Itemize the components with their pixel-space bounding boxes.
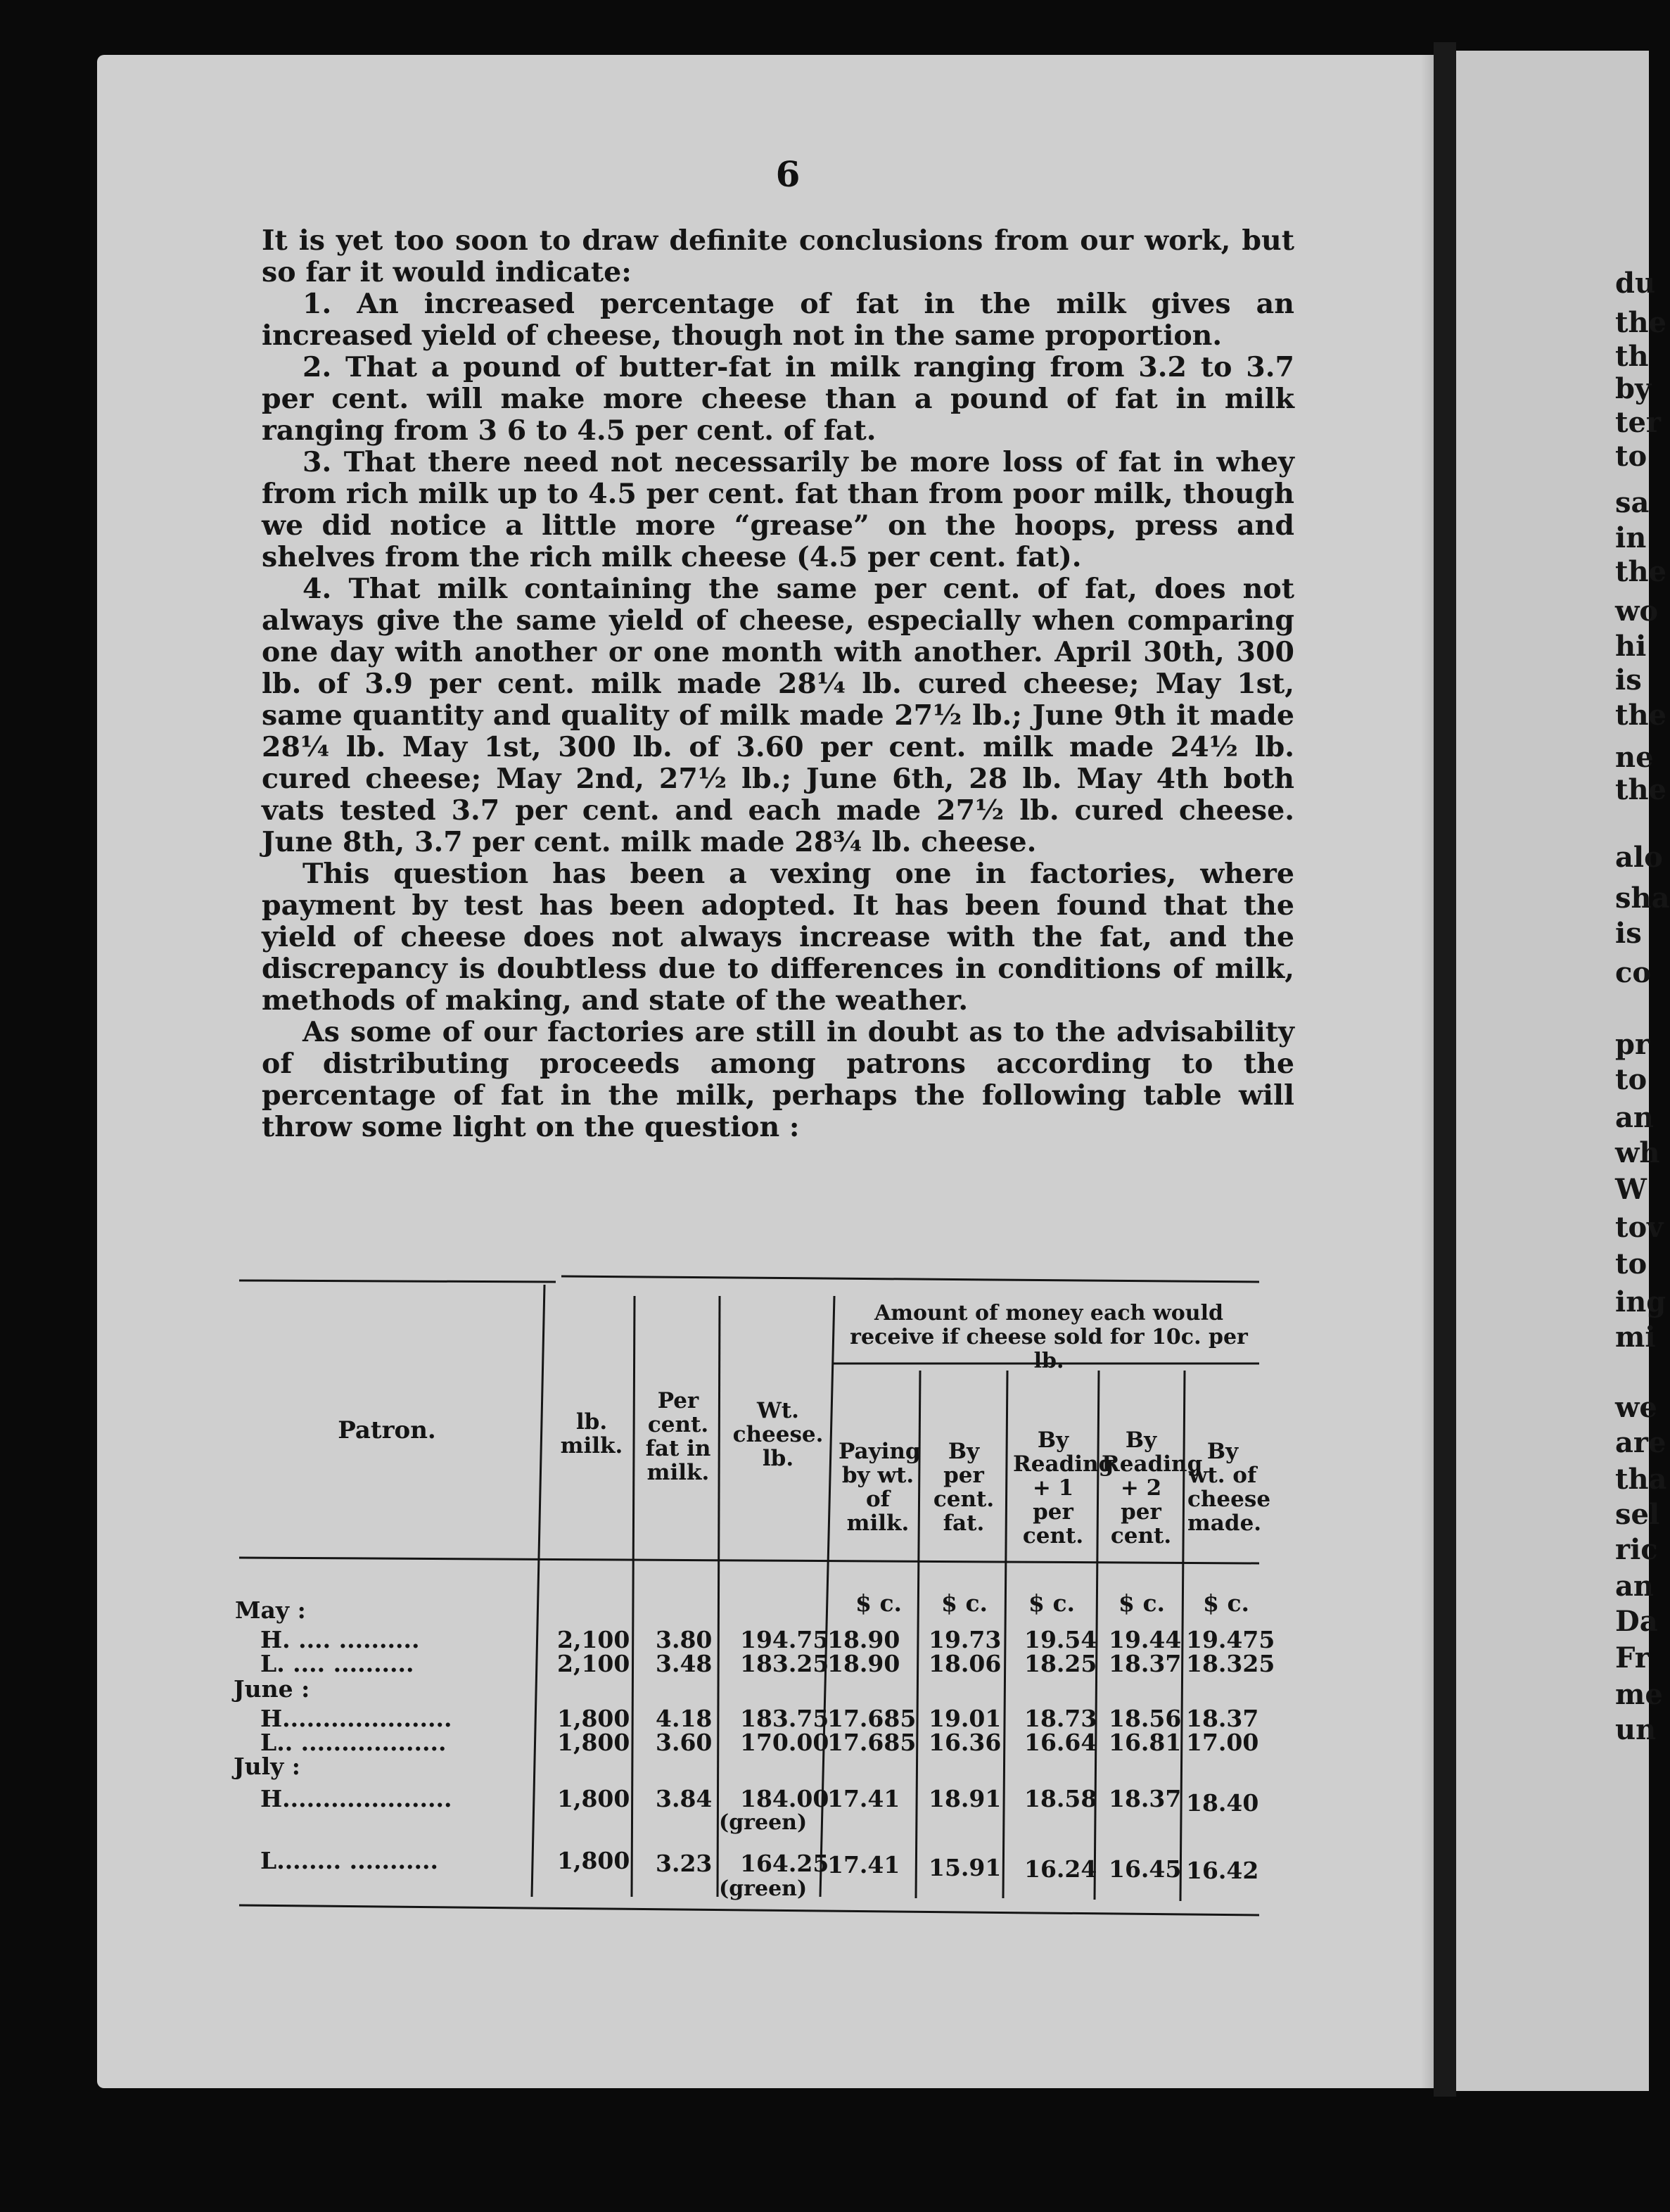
cell-by-reading-1: 19.54: [1024, 1626, 1097, 1653]
cell-milk: 1,800: [557, 1705, 630, 1732]
cell-fat: 3.84: [656, 1785, 713, 1812]
cell-by-wt-milk: 18.90: [827, 1626, 900, 1653]
page-number: 6: [775, 153, 801, 195]
fragment: in: [1615, 521, 1647, 554]
cell-patron: H.....................: [260, 1785, 452, 1812]
header-by-wt-milk: Paying by wt. of milk.: [839, 1439, 921, 1536]
vline-6: [1003, 1371, 1007, 1898]
cell-cheese: 184.00: [740, 1785, 829, 1812]
fragment: to: [1615, 1247, 1647, 1280]
cell-fat: 3.48: [656, 1650, 713, 1677]
cell-cheese: 164.25: [740, 1850, 829, 1877]
cell-milk: 2,100: [557, 1650, 630, 1677]
cell-cheese: 183.75: [740, 1705, 829, 1732]
rule-bottom: [239, 1905, 1259, 1915]
cell-by-reading-2: 16.45: [1109, 1855, 1182, 1883]
cell-by-wt-cheese: 18.325: [1186, 1650, 1275, 1677]
paragraph-point-4: 4. That milk containing the same per cent. of fat, does not always give the same yield of cheese, especially when comparing one day with another or one month with another. April 30th, 300 lb. of 3.9 per cent. milk made 28¼ lb. cured cheese; May 1st, same quantity and quality of milk made 27½ lb.; June 9th it made 28¼ lb. May 1st, 300 lb. of 3.60 per cent. milk made 24½ lb. cured cheese; May 2nd, 27½ lb.; June 6th, 28 lb. May 4th both vats tested 3.7 per cent. and each made 27½ lb. cured cheese. June 8th, 3.7 per cent. milk made 28¾ lb. cheese.: [262, 573, 1294, 858]
paragraph-table-intro: As some of our factories are still in doubt as to the advisability of distributing proceeds among patrons according to the percentage of fat in the milk, perhaps the following table will throw some light on the question :: [262, 1016, 1294, 1143]
cell-by-wt-cheese: 19.475: [1186, 1626, 1275, 1653]
cell-fat: 3.23: [656, 1850, 713, 1877]
fragment: ne: [1615, 741, 1654, 774]
fragment: wh: [1615, 1136, 1660, 1169]
fragment: are: [1615, 1426, 1666, 1459]
fragment: hi: [1615, 630, 1647, 663]
cell-patron: H. .... ..........: [260, 1626, 420, 1653]
cell-by-wt-milk: 18.90: [827, 1650, 900, 1677]
cell-milk: 1,800: [557, 1785, 630, 1812]
cell-fat: 4.18: [656, 1705, 713, 1732]
header-lb-milk: lb. milk.: [560, 1409, 623, 1458]
header-patron: Patron.: [338, 1416, 436, 1444]
header-by-reading-1: By Reading + 1 per cent.: [1013, 1428, 1114, 1549]
fragment: ing: [1615, 1285, 1666, 1318]
cell-by-wt-milk: 17.685: [827, 1729, 917, 1756]
vline-1: [532, 1285, 544, 1897]
fragment: me: [1615, 1678, 1663, 1711]
cell-by-wt-cheese: 16.42: [1186, 1857, 1259, 1884]
header-by-per-cent-fat: By per cent. fat.: [933, 1439, 995, 1536]
body-text: [262, 225, 1294, 1143]
cell-patron: L. .... ..........: [260, 1650, 414, 1677]
header-per-cent-fat: Per cent. fat in milk.: [645, 1388, 711, 1485]
header-wt-cheese: Wt. cheese. lb.: [732, 1398, 824, 1471]
cell-by-reading-2: 19.44: [1109, 1626, 1182, 1653]
fragment: we: [1615, 1391, 1657, 1424]
cell-by-wt-cheese: 17.00: [1186, 1729, 1259, 1756]
cell-by-per-cent-fat: 18.06: [929, 1650, 1002, 1677]
cell-by-reading-2: 16.81: [1109, 1729, 1182, 1756]
fragment: sha: [1615, 882, 1670, 915]
fragment: an: [1615, 1101, 1654, 1134]
cell-cheese: 183.25: [740, 1650, 829, 1677]
fragment: sa: [1615, 486, 1650, 519]
fragment: by: [1615, 372, 1652, 405]
cell-patron: L........ ...........: [260, 1847, 438, 1874]
paragraph-point-1: 1. An increased percentage of fat in the milk gives an increased yield of cheese, though not in the same proportion.: [262, 288, 1294, 352]
cell-cheese-note: (green): [719, 1810, 808, 1835]
header-by-reading-2: By Reading + 2 per cent.: [1102, 1428, 1203, 1549]
cell-by-reading-2: 18.37: [1109, 1785, 1182, 1812]
fragment: tha: [1615, 1463, 1667, 1496]
cell-by-reading-1: 16.24: [1024, 1855, 1097, 1883]
fragment: sel: [1615, 1498, 1660, 1531]
cell-cheese: 194.75: [740, 1626, 829, 1653]
fragment: the: [1615, 699, 1667, 732]
cell-by-per-cent-fat: 16.36: [929, 1729, 1002, 1756]
month-label: May :: [235, 1596, 306, 1624]
cell-by-per-cent-fat: 19.73: [929, 1626, 1002, 1653]
paragraph-point-2: 2. That a pound of butter-fat in milk ranging from 3.2 to 3.7 per cent. will make more cheese than a pound of fat in milk ranging from 3 6 to 4.5 per cent. of fat.: [262, 351, 1294, 447]
cell-by-wt-milk: 17.685: [827, 1705, 917, 1732]
fragment: is: [1615, 663, 1642, 697]
cell-patron: L.. ..................: [260, 1729, 447, 1756]
fragment: Fr: [1615, 1641, 1650, 1674]
cell-fat: 3.80: [656, 1626, 713, 1653]
cell-fat: 3.60: [656, 1729, 713, 1756]
fragment: un: [1615, 1713, 1657, 1746]
unit-label: $ c.: [941, 1589, 988, 1617]
fragment: pr: [1615, 1028, 1650, 1061]
cell-milk: 1,800: [557, 1847, 630, 1874]
unit-label: $ c.: [1028, 1589, 1076, 1617]
paragraph-vexing-question: This question has been a vexing one in factories, where payment by test has been adopted. It has been found that the yield of cheese does not always increase with the fat, and the discrepancy is doubtless due to differences in conditions of milk, methods of making, and state of the weather.: [262, 858, 1294, 1017]
paragraph-intro: It is yet too soon to draw definite conclusions from our work, but so far it would indicate:: [262, 224, 1294, 288]
book-gutter: [1434, 42, 1456, 2097]
rule-header-bottom: [239, 1558, 1259, 1563]
fragment: tov: [1615, 1211, 1664, 1244]
rule-top-left: [239, 1280, 556, 1282]
cell-patron: H.....................: [260, 1705, 452, 1732]
fragment: Da: [1615, 1605, 1658, 1638]
cell-by-reading-2: 18.56: [1109, 1705, 1182, 1732]
vline-2: [632, 1296, 635, 1897]
header-by-wt-cheese: By wt. of cheese made.: [1187, 1439, 1271, 1536]
cell-by-per-cent-fat: 19.01: [929, 1705, 1002, 1732]
cell-by-wt-cheese: 18.40: [1186, 1789, 1259, 1817]
fragment: the: [1615, 555, 1667, 588]
fragment: the: [1615, 773, 1667, 806]
unit-label: $ c.: [1118, 1589, 1166, 1617]
unit-label: $ c.: [1203, 1589, 1250, 1617]
cell-by-per-cent-fat: 18.91: [929, 1785, 1002, 1812]
vline-3: [718, 1296, 720, 1897]
cell-by-reading-1: 18.73: [1024, 1705, 1097, 1732]
month-label: July :: [234, 1753, 300, 1780]
fragment: W: [1615, 1173, 1647, 1206]
fragment: mi: [1615, 1321, 1656, 1354]
fragment: co: [1615, 956, 1652, 989]
cell-by-wt-milk: 17.41: [827, 1785, 900, 1812]
cell-by-reading-1: 18.58: [1024, 1785, 1097, 1812]
cell-by-per-cent-fat: 15.91: [929, 1854, 1002, 1881]
fragment: wo: [1615, 595, 1659, 628]
paragraph-point-3: 3. That there need not necessarily be more loss of fat in whey from rich milk up to 4.5 per cent. fat than from poor milk, though we did notice a little more “grease” on the hoops, press and shelves from the rich milk cheese (4.5 per cent. fat).: [262, 446, 1294, 573]
payment-table: [234, 1280, 1275, 1928]
cell-by-wt-milk: 17.41: [827, 1851, 900, 1879]
fragment: th: [1615, 340, 1649, 373]
fragment: to: [1615, 440, 1647, 473]
cell-by-reading-2: 18.37: [1109, 1650, 1182, 1677]
fragment: ter: [1615, 406, 1661, 439]
fragment: an: [1615, 1570, 1654, 1603]
cell-by-wt-cheese: 18.37: [1186, 1705, 1259, 1732]
fragment: is: [1615, 917, 1642, 950]
fragment: the: [1615, 306, 1667, 339]
fragment: ric: [1615, 1533, 1658, 1566]
unit-label: $ c.: [855, 1589, 903, 1617]
cell-by-reading-1: 18.25: [1024, 1650, 1097, 1677]
fragment: to: [1615, 1063, 1647, 1096]
cell-by-reading-1: 16.64: [1024, 1729, 1097, 1756]
cell-milk: 1,800: [557, 1729, 630, 1756]
cell-cheese-note: (green): [719, 1876, 808, 1901]
cell-milk: 2,100: [557, 1626, 630, 1653]
fragment: du: [1615, 267, 1656, 300]
cell-cheese: 170.00: [740, 1729, 829, 1756]
fragment: alo: [1615, 841, 1663, 874]
month-label: June :: [234, 1675, 310, 1703]
header-money-group: Amount of money each would receive if cheese sold for 10c. per lb.: [850, 1301, 1248, 1373]
